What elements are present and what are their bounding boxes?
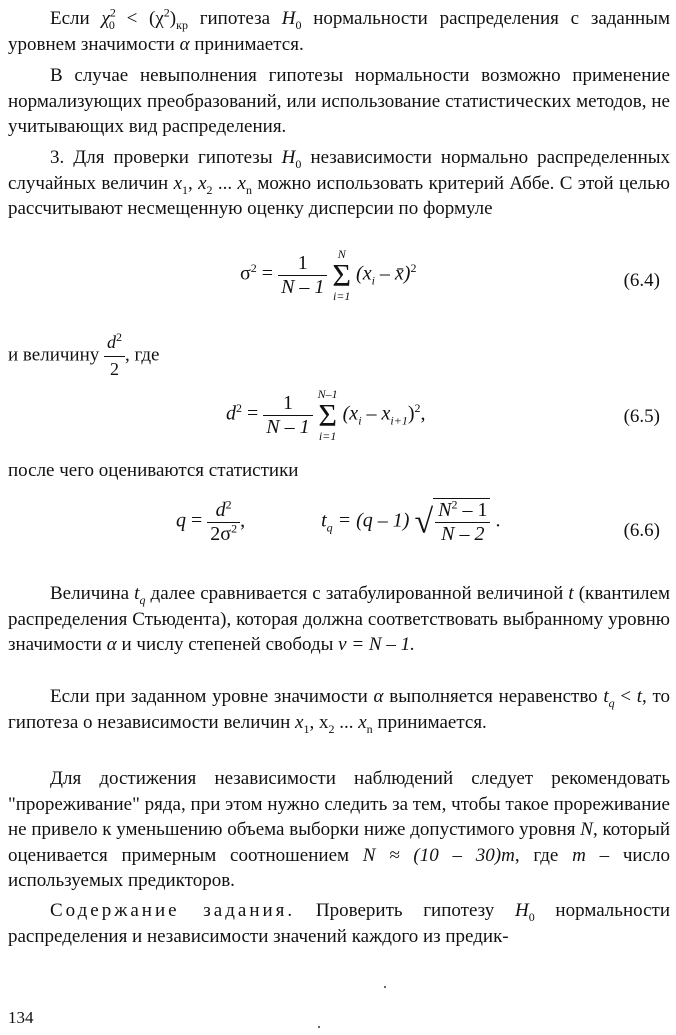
paragraph-statistics: после чего оцениваются статистики [8,460,299,481]
paragraph-abbe-criterion: 3. Для проверки гипотезы $H_0$ независимости нормально распределенных случайных величин $x_1$, $x_2$ ... $x_n$ можно использовать критерий Аббе. С этой целью рассчитывают несмещенную оценку дисперсии по формуле [8,147,670,219]
paragraph-student-quantile: Величина $t_q$ далее сравнивается с затабулированной величиной t (квантилем распределения Стьюдента), которая должна соответствовать выбранному уровню значимости α и числу степеней свободы ν = N – 1. [8,583,670,655]
equation-6-4: $\sigma^2$ = $\frac{1}{N - 1}$ N Σ i=1 ($x_i$ – x̄)$^2$ [240,247,417,303]
page-number: 134 [8,1008,34,1027]
equation-number-6-6: (6.6) [623,520,660,541]
scan-speck [384,986,386,988]
scan-speck [318,1026,320,1028]
equation-number-6-5: (6.5) [623,406,660,427]
paragraph-thinning: Для достижения независимости наблюдений следует рекомендовать "прореживание" ряда, при этом нужно следить за тем, чтобы такое прореживание не привело к уменьшению объема выборки ниже допустимого уровня N, который оценивается примерным соотношением N ≈ (10 – 30)m, где m – число используемых предикторов. [8,768,670,891]
paragraph-chi-square-criterion: Если $\chi^2_0 < (\chi^2)_{кр}$ гипотеза $H_0$ нормальности распределения с заданным уровнем значимости α принимается. [8,5,670,55]
paragraph-inequality: Если при заданном уровне значимости α выполняется неравенство $t_q < t$, то гипотеза о независимости величин $x_1$, $x_2$ ... $x_n$ принимается. [8,686,671,736]
paragraph-task-content: Содержание задания. Проверить гипотезу $H_0$ нормальности распределения и независимости значений каждого из предик- [8,900,671,947]
equation-6-5: $d^2$ = $\frac{1}{N - 1}$ N–1 Σ i=1 $(x_i - x_{i+1})^2$, [226,387,426,443]
paragraph-d2-half: и величину $\frac{d^2}{2}$ , где [8,330,160,379]
equation-number-6-4: (6.4) [623,270,660,291]
paragraph-normalizing-transforms: В случае невыполнения гипотезы нормальности возможно применение нормализующих преобразований, или использование статистических методов, не учитывающих вид распределения. [8,65,670,137]
equation-6-6: q = $\frac{d^2}{2\sigma^2}$ , $t_q = (q - 1)$ √ $\frac{N^2 - 1}{N - 2}$ . [176,496,501,545]
